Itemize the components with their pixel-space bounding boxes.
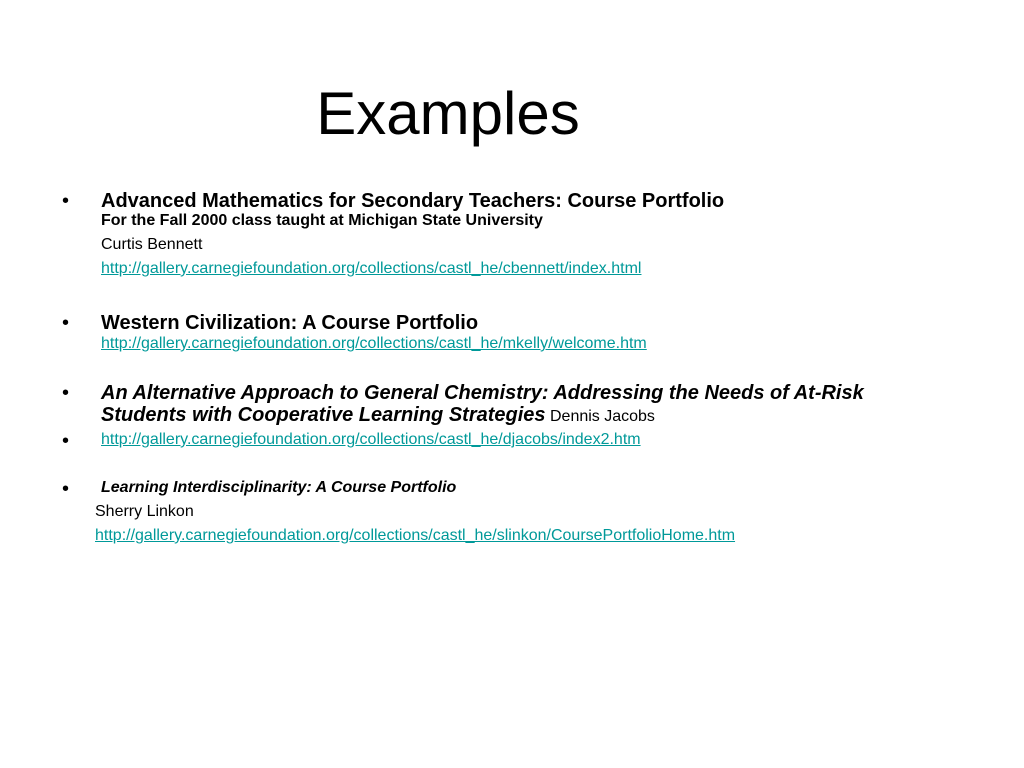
item-link[interactable]: http://gallery.carnegiefoundation.org/collections/castl_he/slinkon/CoursePortfolioHome.htm bbox=[95, 527, 736, 544]
item-link[interactable]: http://gallery.carnegiefoundation.org/collections/castl_he/djacobs/index2.htm bbox=[101, 431, 641, 448]
bullet-marker: • bbox=[62, 382, 70, 404]
item-title: Western Civilization: A Course Portfolio bbox=[101, 312, 479, 334]
item-title-continuation bbox=[101, 404, 655, 427]
item-title-line2: Students with Cooperative Learning Strategies bbox=[101, 404, 546, 426]
item-author: Dennis Jacobs bbox=[549, 408, 655, 425]
item-title: An Alternative Approach to General Chemistry: Addressing the Needs of At-Risk bbox=[101, 382, 864, 404]
item-link[interactable]: http://gallery.carnegiefoundation.org/collections/castl_he/cbennett/index.html bbox=[101, 260, 642, 277]
item-link[interactable]: http://gallery.carnegiefoundation.org/collections/castl_he/mkelly/welcome.htm bbox=[101, 335, 647, 352]
item-title: Learning Interdisciplinarity: A Course Portfolio bbox=[101, 479, 457, 496]
item-author: Curtis Bennett bbox=[101, 236, 203, 253]
bullet-marker: • bbox=[62, 190, 70, 212]
item-title: Advanced Mathematics for Secondary Teachers: Course Portfolio bbox=[101, 190, 725, 212]
bullet-marker: • bbox=[62, 430, 70, 452]
bullet-marker: • bbox=[62, 478, 70, 500]
item-subtitle: For the Fall 2000 class taught at Michigan State University bbox=[101, 212, 543, 229]
item-author: Sherry Linkon bbox=[95, 503, 194, 520]
slide-title: Examples bbox=[316, 80, 580, 147]
bullet-marker: • bbox=[62, 312, 70, 334]
